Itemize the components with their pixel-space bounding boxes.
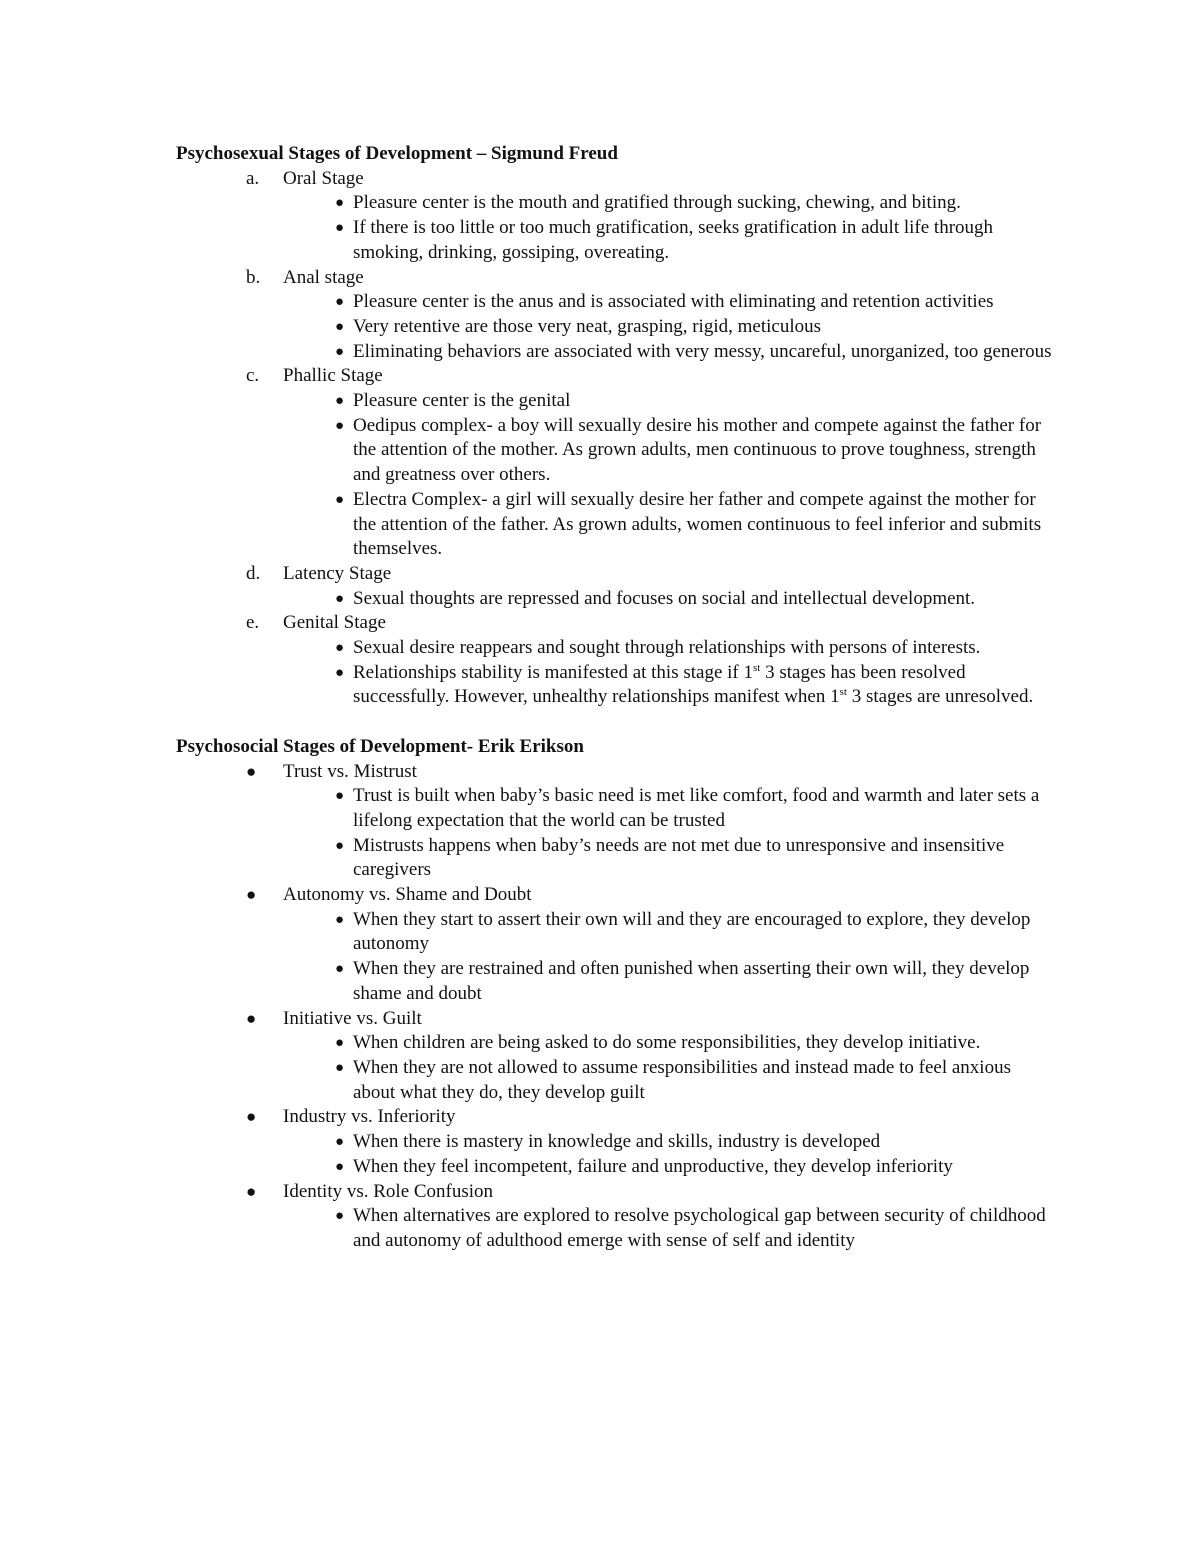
list-item: ● Pleasure center is the genital [176,389,1055,414]
bullet-icon: ● [246,1008,257,1028]
erikson-stage-trust [176,760,1076,884]
bullet-icon: ● [335,1158,345,1175]
stage-title: Industry vs. Inferiority [283,1106,456,1128]
stage-title: Identity vs. Role Confusion [283,1180,494,1202]
freud-stage-anal [176,266,1076,365]
list-item: ● Pleasure center is the mouth and gratified through sucking, chewing, and biting. [176,191,1055,216]
stage-marker: e. [246,612,260,634]
erikson-stage-identity [176,1180,1076,1254]
bullet-icon: ● [335,491,345,508]
list-item: ● Relationships stability is manifested at this stage if 1st 3 stages has been resolved successfully. However, unhealthy relationships manifest when 1st 3 stages are unresolved. [335,661,1034,708]
stage-title: Genital Stage [283,612,386,634]
bullet-icon: ● [335,837,345,854]
bullet-icon: ● [335,961,345,978]
list-item: ● Trust is built when baby’s basic need is met like comfort, food and warmth and later sets a lifelong expectation that the world can be trusted [335,785,1040,831]
erikson-heading: Psychosocial Stages of Development- Erik Erikson [176,735,584,757]
list-item: ● When alternatives are explored to resolve psychological gap between security of childhood and autonomy of adulthood emerge with sense of self and identity [335,1205,1046,1251]
stage-title: Initiative vs. Guilt [283,1007,422,1029]
stage-title: Phallic Stage [283,365,383,387]
bullet-icon: ● [335,195,345,212]
list-item: ● Eliminating behaviors are associated with very messy, uncareful, unorganized, too generous [176,340,1055,365]
erikson-stage-initiative [176,1007,1076,1106]
stage-title: Autonomy vs. Shame and Doubt [283,884,532,906]
bullet-icon: ● [246,761,257,781]
bullet-icon: ● [335,318,345,335]
freud-heading: Psychosexual Stages of Development – Sigmund Freud [176,143,618,164]
list-item: ● Mistrusts happens when baby’s needs are not met due to unresponsive and insensitive caregivers [335,834,1005,881]
bullet-icon: ● [335,1035,345,1052]
document-page [176,142,1076,1254]
bullet-icon: ● [335,1208,345,1225]
list-item: ● When they are restrained and often punished when asserting their own will, they develop shame and doubt [335,958,1030,1004]
bullet-icon: ● [246,1107,257,1127]
list-item: ● When they feel incompetent, failure and unproductive, they develop inferiority [176,1155,1055,1180]
bullet-icon: ● [335,640,345,657]
freud-stage-phallic [176,364,1076,562]
freud-stage-oral [176,167,1076,266]
bullet-icon: ● [246,1181,257,1201]
bullet-icon: ● [335,220,345,237]
erikson-stage-autonomy [176,883,1076,1007]
bullet-icon: ● [335,417,345,434]
bullet-icon: ● [335,1134,345,1151]
bullet-icon: ● [246,885,257,905]
stage-marker: a. [246,167,260,189]
bullet-icon: ● [335,911,345,928]
list-item: ● If there is too little or too much gratification, seeks gratification in adult life through smoking, drinking, gossiping, overeating. [335,217,994,263]
bullet-icon: ● [335,664,345,681]
bullet-icon: ● [335,393,345,410]
list-item: ● When they start to assert their own will and they are encouraged to explore, they develop autonomy [335,908,1031,955]
stage-title: Trust vs. Mistrust [283,760,417,782]
list-item: ● Pleasure center is the anus and is associated with eliminating and retention activities [176,290,1055,315]
list-item: ● Very retentive are those very neat, grasping, rigid, meticulous [176,315,1055,340]
stage-title: Oral Stage [283,167,364,189]
stage-marker: b. [246,266,261,288]
bullet-icon: ● [335,343,345,360]
list-item: ● Oedipus complex- a boy will sexually desire his mother and compete against the father for the attention of the mother. As grown adults, men continuous to prove toughness, strength and greatness over others. [335,414,1042,486]
list-item: ● Sexual desire reappears and sought through relationships with persons of interests. [176,636,1055,661]
erikson-stage-industry [176,1105,1076,1179]
bullet-icon: ● [335,788,345,805]
stage-title: Anal stage [283,266,364,288]
list-item: ● When children are being asked to do some responsibilities, they develop initiative. [176,1031,1055,1056]
stage-marker: c. [246,365,260,387]
stage-marker: d. [246,562,261,584]
stage-title: Latency Stage [283,562,392,584]
freud-stage-genital [176,611,1076,710]
list-item: ● When they are not allowed to assume responsibilities and instead made to feel anxious about what they do, they develop guilt [335,1057,1011,1103]
list-item: ● Sexual thoughts are repressed and focuses on social and intellectual development. [176,587,1055,612]
bullet-icon: ● [335,590,345,607]
list-item: ● When there is mastery in knowledge and skills, industry is developed [176,1130,1055,1155]
bullet-icon: ● [335,294,345,311]
bullet-icon: ● [335,1060,345,1076]
freud-stage-latency [176,562,1076,611]
list-item: ● Electra Complex- a girl will sexually desire her father and compete against the mother for the attention of the father. As grown adults, women continuous to feel inferior and submits themselves. [335,488,1042,560]
